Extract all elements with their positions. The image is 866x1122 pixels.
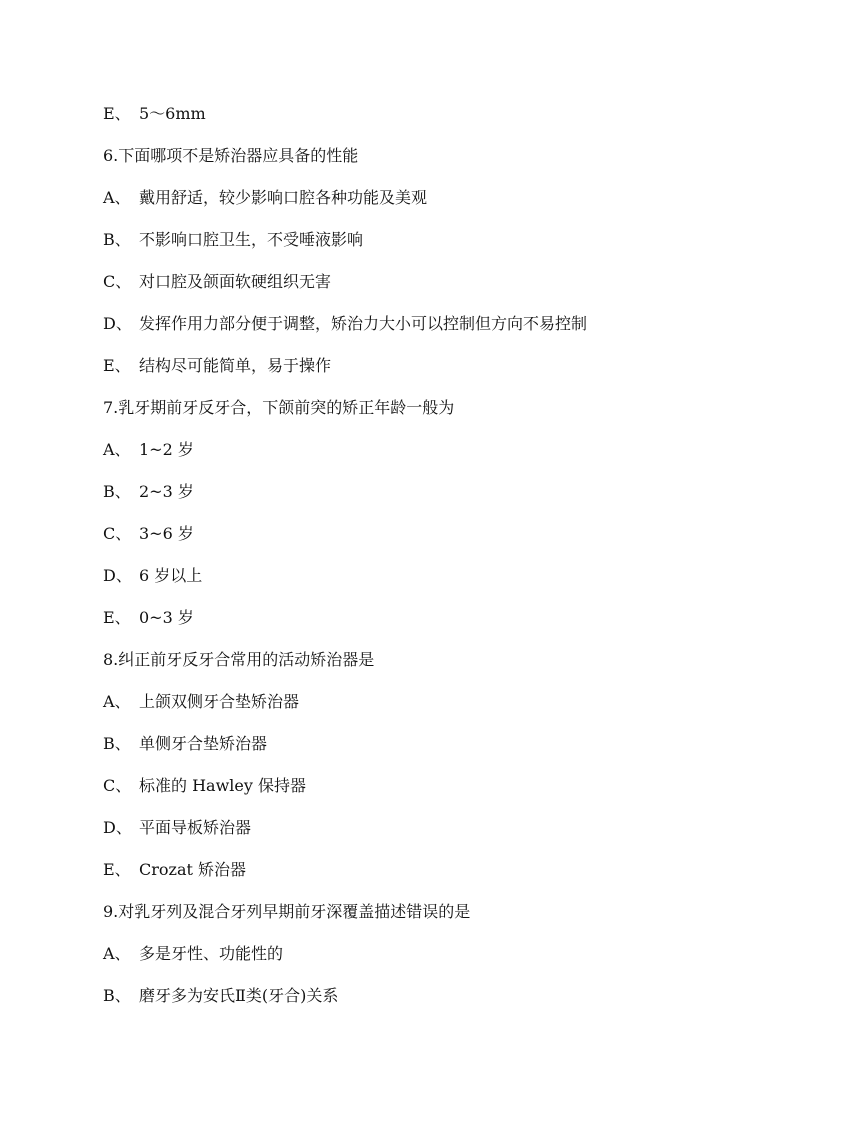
option-line	[103, 944, 283, 964]
option-line	[103, 356, 331, 376]
option-letter: D、	[103, 314, 132, 333]
option-line	[103, 818, 251, 838]
option-text: Crozat 矫治器	[139, 860, 247, 879]
option-text: 6 岁以上	[139, 566, 203, 585]
option-letter: E、	[103, 104, 131, 123]
option-text: 2~3 岁	[139, 482, 194, 501]
option-letter: A、	[103, 440, 131, 459]
option-text: 多是牙性、功能性的	[139, 944, 284, 963]
option-line	[103, 482, 194, 502]
option-letter: A、	[103, 692, 131, 711]
option-text: 标准的 Hawley 保持器	[139, 776, 306, 795]
option-line	[103, 230, 363, 250]
option-line	[103, 608, 194, 628]
option-letter: E、	[103, 608, 131, 627]
option-letter: C、	[103, 272, 132, 291]
option-letter: C、	[103, 524, 132, 543]
option-line	[103, 104, 206, 124]
option-letter: D、	[103, 566, 132, 585]
option-line	[103, 776, 306, 796]
question-line: 8.纠正前牙反牙合常用的活动矫治器是	[103, 650, 375, 669]
option-line	[103, 566, 202, 586]
option-text: 对口腔及颌面软硬组织无害	[139, 272, 332, 291]
option-line	[103, 524, 194, 544]
option-letter: D、	[103, 818, 132, 837]
option-letter: B、	[103, 482, 131, 501]
option-text: 发挥作用力部分便于调整，矫治力大小可以控制但方向不易控制	[139, 314, 588, 333]
option-text: 结构尽可能简单，易于操作	[139, 356, 332, 375]
option-letter: C、	[103, 776, 132, 795]
option-line	[103, 314, 587, 334]
option-letter: B、	[103, 230, 131, 249]
option-text: 平面导板矫治器	[139, 818, 252, 837]
option-line	[103, 986, 338, 1006]
option-letter: A、	[103, 188, 131, 207]
option-text: 不影响口腔卫生，不受唾液影响	[139, 230, 364, 249]
option-letter: A、	[103, 944, 131, 963]
option-text: 5～6mm	[139, 104, 206, 123]
option-letter: E、	[103, 356, 131, 375]
option-line	[103, 692, 299, 712]
option-line	[103, 272, 331, 292]
option-letter: B、	[103, 734, 131, 753]
option-line	[103, 734, 267, 754]
option-line	[103, 860, 246, 880]
question-line: 9.对乳牙列及混合牙列早期前牙深覆盖描述错误的是	[103, 902, 471, 921]
option-text: 1~2 岁	[139, 440, 194, 459]
option-text: 上颌双侧牙合垫矫治器	[139, 692, 300, 711]
option-text: 单侧牙合垫矫治器	[139, 734, 268, 753]
option-text: 戴用舒适，较少影响口腔各种功能及美观	[139, 188, 428, 207]
option-letter: E、	[103, 860, 131, 879]
option-text: 磨牙多为安氏Ⅱ类(牙合)关系	[139, 986, 339, 1005]
question-line: 6.下面哪项不是矫治器应具备的性能	[103, 146, 359, 165]
option-text: 0~3 岁	[139, 608, 194, 627]
question-line: 7.乳牙期前牙反牙合，下颌前突的矫正年龄一般为	[103, 398, 455, 417]
option-line	[103, 188, 427, 208]
option-text: 3~6 岁	[139, 524, 194, 543]
option-letter: B、	[103, 986, 131, 1005]
option-line	[103, 440, 194, 460]
